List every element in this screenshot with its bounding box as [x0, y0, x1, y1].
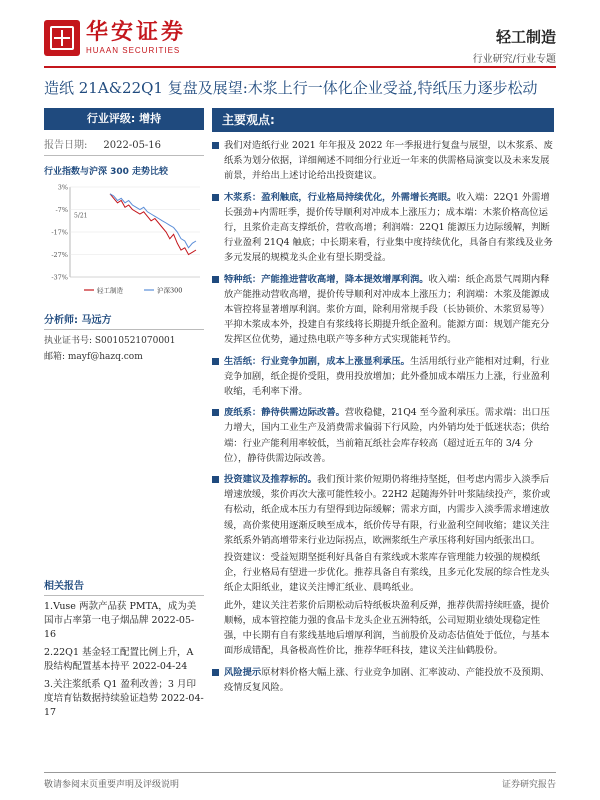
report-date-label: 报告日期: — [44, 140, 88, 151]
related-title: 相关报告 — [44, 577, 204, 596]
point-text: 原材料价格大幅上涨、行业竞争加剧、汇率波动、产能投放不及预期、疫情反复风险。 — [224, 666, 550, 693]
analyst-cert: 执业证书号: S0010521070001 — [44, 336, 176, 346]
main-content — [212, 108, 554, 695]
point-text: 收入端：22Q1 外需增长强劲+内需旺季，提价传导顺利对冲成本上涨压力；成本端：木浆价格高位运行，且浆价走高支撑纸价，营收高增；利润端：22Q1 能源压力边际缓解，判断行业盈利 21Q4 触底；中长期来看，行业集中度持续优化，具备自有浆线及业务多元发展的规模龙头企业有望长期受益。 — [224, 191, 553, 264]
point-text: 投资建议：受益短期坚挺利好具备自有浆线或木浆库存管理能力较强的规模纸企，行业格局有望进一步优化。推荐具备自有浆线，且多元化发展的综合性龙头纸企太阳纸业，建议关注博汇纸业、晨鸣纸业。 — [224, 552, 550, 594]
footer-divider — [44, 772, 556, 773]
y-tick-label: -27% — [51, 251, 68, 259]
point-highlight: 废纸系：静待供需边际改善。 — [224, 407, 345, 419]
related-item[interactable]: 3.关注浆纸系 Q1 盈利改善；3 月印度培育钻数据持续验证趋势 2022-04-17 — [44, 679, 204, 718]
index-comparison-chart — [44, 181, 204, 299]
legend-label: 沪深300 — [157, 286, 183, 295]
key-point — [212, 190, 554, 266]
related-item[interactable]: 1.Vuse 两款产品获 PMTA，成为美国市占率第一电子烟品牌 2022-05-16 — [44, 601, 197, 640]
point-highlight: 木浆系：盈利触底，行业格局持续优化，外需增长亮眼。 — [224, 191, 457, 203]
series-line — [110, 194, 196, 255]
left-sidebar — [44, 108, 204, 362]
key-point — [212, 472, 554, 548]
related-reports — [44, 577, 204, 720]
point-text: 生活用纸行业产能相对过剩，行业竞争加剧，纸企提价受阻，费用投放增加；此外叠加成本端压力上涨，行业盈利收缩，毛利率下滑。 — [224, 355, 550, 398]
bullet-icon — [212, 669, 219, 676]
bullet-icon — [212, 276, 219, 283]
point-text: 收入端：纸企高景气周期内释放产能推动营收高增，提价传导顺利对冲成本上涨压力；利润端：木浆及能源成本管控将显著增厚利润。浆价方面，除利用常规手段（长协锁价、木浆贸易等）平抑木浆成本外，投建自有浆线将长期提升纸企盈利。能源方面：规划产能充分发挥区位优势，通过热电联产等多种方式实现能耗节约。 — [224, 273, 550, 346]
company-logo — [44, 20, 80, 56]
key-point — [212, 550, 554, 596]
brand-name-cn: 华安证券 — [86, 20, 187, 45]
footer-disclaimer: 敬请参阅末页重要声明及评级说明 — [44, 780, 180, 790]
y-tick-label: -7% — [55, 206, 68, 214]
point-highlight: 生活纸：行业竞争加剧，成本上涨显利承压。 — [224, 355, 410, 367]
brand — [86, 20, 186, 55]
header-divider — [44, 66, 556, 68]
points-list — [212, 138, 554, 695]
bullet-icon — [212, 142, 219, 149]
chart-title: 行业指数与沪深 300 走势比较 — [44, 167, 169, 177]
report-date — [44, 136, 204, 156]
bullet-icon — [212, 358, 219, 365]
point-text: 营收稳健，21Q4 至今盈利承压。需求端：出口压力增大，国内工业生产及消费需求偏弱下行风险，内外销均处于低迷状态；供给端：行业产能利用率较低，当前箱瓦纸社会库存较高（超过近五年的 3/4 分位），静待供需边际改善。 — [224, 407, 550, 464]
key-point — [212, 665, 554, 695]
key-point — [212, 598, 554, 659]
key-point — [212, 354, 554, 400]
series-line — [110, 194, 196, 248]
sector-label: 轻工制造 — [495, 28, 556, 46]
y-tick-label: -17% — [51, 228, 68, 237]
point-highlight: 特种纸：产能推进营收高增，降本提效增厚利润。 — [224, 273, 429, 285]
industry-rating: 行业评级: 增持 — [44, 108, 204, 130]
point-text: 此外，建议关注若浆价后期松动后特纸板块盈利反弹，推荐供需持续旺盛，提价顺畅，成本管控能力强的食品卡龙头企业五洲特纸，公司短期业绩处现稳定性强，中长期有自有浆线基地后增厚利润，当前股价及动态估值处于低位，与基本面形成错配，具备极高性价比，推荐华旺科技，建议关注仙鹤股份。 — [224, 599, 550, 657]
y-tick-label: 3% — [57, 183, 68, 192]
point-highlight: 风险提示 — [224, 666, 262, 678]
point-highlight: 投资建议及推荐标的。 — [224, 474, 317, 486]
bullet-icon — [212, 476, 219, 483]
y-tick-label: -37% — [51, 273, 68, 282]
report-date-value: 2022-05-16 — [103, 140, 162, 151]
footer-report-type: 证券研究报告 — [501, 780, 556, 790]
legend-label: 轻工制造 — [97, 286, 123, 295]
related-item[interactable]: 2.22Q1 基金轻工配置比例上升，A 股结构配置基本持平 2022-04-24 — [44, 647, 194, 672]
report-title: 造纸 21A&22Q1 复盘及展望:木浆上行一体化企业受益,特纸压力逐步松动 — [44, 79, 538, 97]
bullet-icon — [212, 194, 219, 201]
point-text: 我们预计浆价短期仍将维持坚挺，但考虑内需步入淡季后增速放缓，浆价再次大涨可能性较小。22H2 起随海外针叶浆陆续投产，浆价或有松动，纸企成本压力有望得到边际缓解；需求方面，内需步入淡季需求增速放缓，高价浆使用逐渐反映至成本，纸价传导有限，行业盈利空间收缩；建议关注浆纸系外销高增带来行业边际拐点，欧洲浆纸生产承压将利好国内纸张出口。 — [224, 474, 551, 546]
x-tick-label: 5/21 — [74, 212, 88, 220]
key-point — [212, 272, 554, 348]
analyst-email[interactable]: 邮箱: mayf@hazq.com — [44, 352, 143, 362]
key-point — [212, 138, 554, 184]
subsector-label: 行业研究/行业专题 — [472, 54, 556, 65]
point-text: 我们对造纸行业 2021 年年报及 2022 年一季报进行复盘与展望，以木浆系、废纸系为划分依据，详细阐述不同细分行业近一年来的供需格局演变以及未来发展前景，并给出上述讨论给出投资建议。 — [224, 140, 553, 182]
main-points-header: 主要观点: — [212, 108, 554, 132]
bullet-icon — [212, 409, 219, 416]
analyst-heading: 分析师: 马远方 — [44, 311, 204, 330]
key-point — [212, 405, 554, 466]
brand-name-en: HUAAN SECURITIES — [86, 46, 181, 55]
